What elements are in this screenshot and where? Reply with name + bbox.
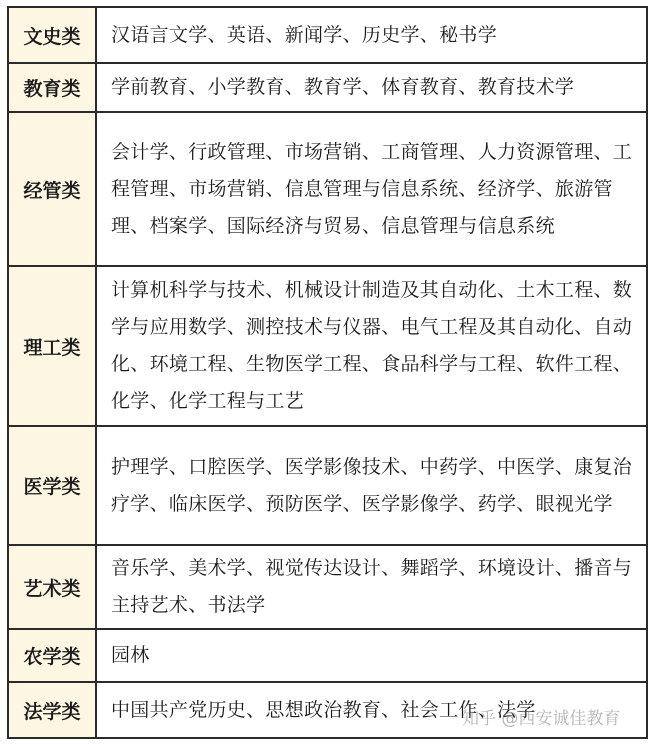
- majors-cell: 计算机科学与技术、机械设计制造及其自动化、土木工程、数学与应用数学、测控技术与仪器、电气工程及其自动化、自动化、环境工程、生物医学工程、食品科学与工程、软件工程、化学、化学工程与工艺: [96, 266, 647, 426]
- table-row: [8, 63, 647, 112]
- majors-cell: 中国共产党历史、思想政治教育、社会工作、法学: [96, 682, 647, 738]
- category-cell: 文史类: [8, 7, 96, 63]
- category-cell: 农学类: [8, 629, 96, 682]
- category-cell: 艺术类: [8, 545, 96, 629]
- category-cell: 经管类: [8, 112, 96, 266]
- majors-cell: 音乐学、美术学、视觉传达设计、舞蹈学、环境设计、播音与主持艺术、书法学: [96, 545, 647, 629]
- watermark: 知乎 @西安诚佳教育: [462, 709, 621, 729]
- majors-cell: 学前教育、小学教育、教育学、体育教育、教育技术学: [96, 63, 647, 112]
- table-row: [8, 112, 647, 266]
- majors-cell: 园林: [96, 629, 647, 682]
- table-row: [8, 7, 647, 63]
- table-row: [8, 266, 647, 426]
- majors-table: [7, 6, 648, 739]
- category-cell: 法学类: [8, 682, 96, 738]
- category-cell: 医学类: [8, 426, 96, 545]
- table-row: [8, 426, 647, 545]
- majors-cell: 护理学、口腔医学、医学影像技术、中药学、中医学、康复治疗学、临床医学、预防医学、医学影像学、药学、眼视光学: [96, 426, 647, 545]
- category-cell: 教育类: [8, 63, 96, 112]
- table-row: [8, 545, 647, 629]
- majors-cell: 会计学、行政管理、市场营销、工商管理、人力资源管理、工程管理、市场营销、信息管理与信息系统、经济学、旅游管理、档案学、国际经济与贸易、信息管理与信息系统: [96, 112, 647, 266]
- category-cell: 理工类: [8, 266, 96, 426]
- majors-cell: 汉语言文学、英语、新闻学、历史学、秘书学: [96, 7, 647, 63]
- table-row: [8, 629, 647, 682]
